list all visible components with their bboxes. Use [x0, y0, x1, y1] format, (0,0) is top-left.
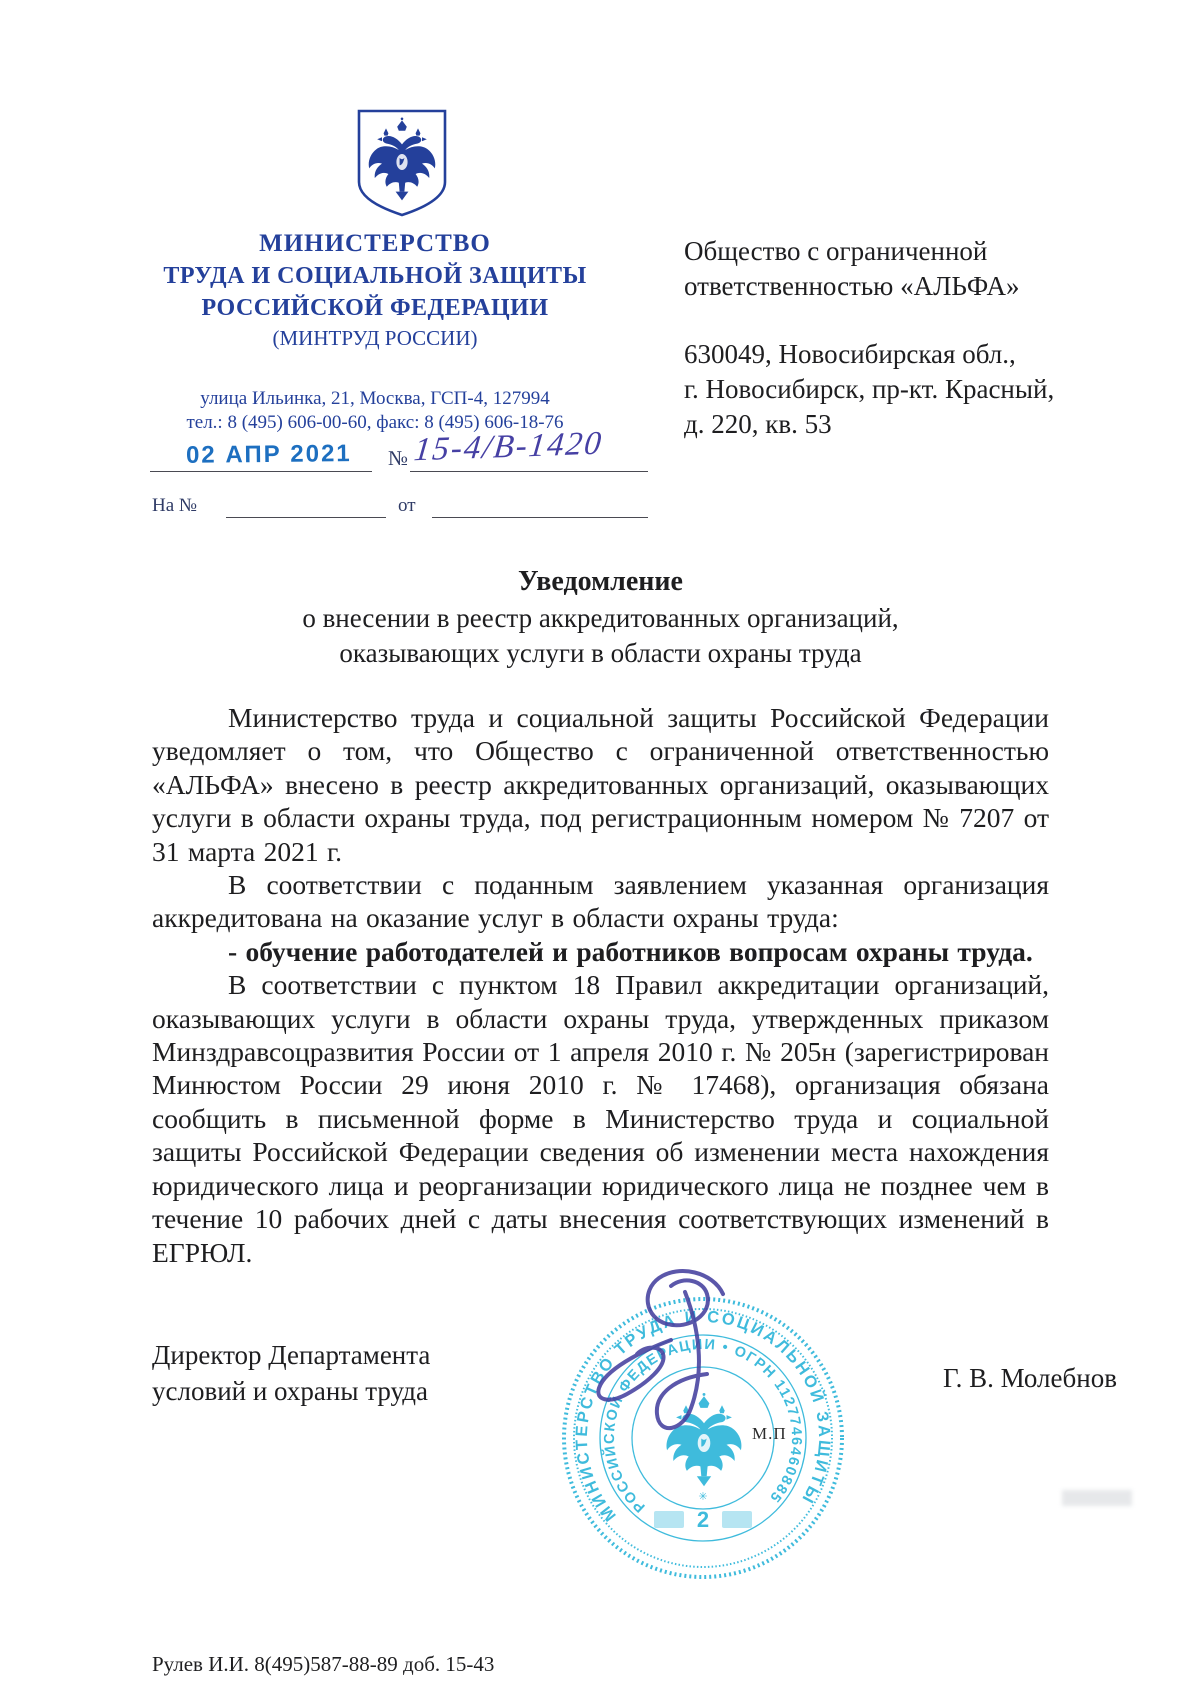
- body-paragraph-1: Министерство труда и социальной защиты Российской Федерации уведомляет о том, что Общество с ограниченной ответственностью «АЛЬФА» внесено в реестр аккредитованных организаций, оказывающих услуги в области охраны труда, под регистрационным номером № 7207 от 31 марта 2021 г.: [152, 702, 1049, 867]
- body-paragraph-2: В соответствии с поданным заявлением указанная организация аккредитована на оказание услуг в области охраны труда:: [152, 869, 1049, 934]
- recipient-block: [684, 234, 1064, 442]
- stamp-ring-outer-text: МИНИСТЕРСТВО ТРУДА И СОЦИАЛЬНОЙ ЗАЩИТЫ: [572, 1307, 834, 1525]
- document-subtitle-line2: оказывающих услуги в области охраны труда: [339, 638, 862, 668]
- letter-body: [152, 701, 1049, 1269]
- executor-contact: Рулев И.И. 8(495)587-88-89 доб. 15-43: [152, 1652, 495, 1676]
- outgoing-number-handwritten: 15-4/В-1420: [412, 425, 605, 469]
- stamp-blur-right: [722, 1511, 752, 1528]
- recipient-address-line1: 630049, Новосибирская обл.,: [684, 339, 1016, 369]
- number-underline: [410, 471, 648, 472]
- stamp-star-mark: ✳: [698, 1491, 708, 1503]
- signer-name: Г. В. Молебнов: [943, 1363, 1117, 1393]
- recipient-address-line2: г. Новосибирск, пр-кт. Красный,: [684, 374, 1055, 404]
- recipient-name-line2: ответственностью «АЛЬФА»: [684, 271, 1020, 301]
- ministry-name-line3: РОССИЙСКОЙ ФЕДЕРАЦИИ: [201, 295, 549, 321]
- stamp-bottom-number: 2: [696, 1507, 710, 1532]
- reply-date-label: от: [398, 495, 416, 516]
- ministry-phone-fax: тел.: 8 (495) 606-00-60, факс: 8 (495) 606-18-76: [186, 412, 564, 433]
- signer-position-line1: Директор Департамента: [152, 1340, 431, 1370]
- coat-of-arms-icon: [350, 104, 454, 222]
- ministry-name-line1: МИНИСТЕРСТВО: [259, 230, 491, 257]
- reply-number-underline: [226, 517, 386, 518]
- signer-position-line2: условий и охраны труда: [152, 1376, 428, 1406]
- document-title-block: [152, 566, 1049, 671]
- stamp-ring-inner-text: РОССИЙСКОЙ ФЕДЕРАЦИИ • ОГРН 1127746460885: [601, 1336, 805, 1516]
- document-title: Уведомление: [518, 566, 683, 597]
- recipient-gap: [684, 304, 1064, 337]
- reply-number-label: На №: [152, 495, 198, 516]
- ministry-address: улица Ильинка, 21, Москва, ГСП-4, 127994: [200, 388, 550, 409]
- body-paragraph-4: В соответствии с пунктом 18 Правил аккредитации организаций, оказывающих услуги в области охраны труда, утвержденных приказом Минздравсоцразвития России от 1 апреля 2010 г. № 205н (зарегистрирован Минюстом России 29 июня 2010 г. № 17468), организация обязана сообщить в письменной форме в Министерство труда и социальной защиты Российской Федерации сведения об изменении места нахождения юридического лица и реорганизации юридического лица не позднее чем в течение 10 рабочих дней с даты внесения соответствующих изменений в ЕГРЮЛ.: [152, 969, 1049, 1268]
- signer-position: [152, 1337, 430, 1409]
- ministry-short-name: (МИНТРУД РОССИИ): [272, 326, 478, 350]
- document-subtitle-line1: о внесении в реестр аккредитованных организаций,: [302, 603, 899, 633]
- ministry-name-line2: ТРУДА И СОЦИАЛЬНОЙ ЗАЩИТЫ: [163, 263, 587, 289]
- seal-place-mark: М.П: [752, 1424, 787, 1443]
- scan-artifact: [1062, 1490, 1132, 1506]
- handwritten-signature: [575, 1266, 765, 1471]
- body-paragraph-3-bold: - обучение работодателей и работников вопросам охраны труда.: [228, 935, 1033, 967]
- date-stamp: 02 АПР 2021: [185, 440, 352, 469]
- recipient-address-line3: д. 220, кв. 53: [684, 409, 832, 439]
- recipient-name-line1: Общество с ограниченной: [684, 236, 988, 266]
- number-sign-label: №: [388, 446, 409, 470]
- date-underline: [150, 471, 372, 472]
- reply-date-underline: [432, 517, 648, 518]
- stamp-blur-left: [654, 1511, 684, 1528]
